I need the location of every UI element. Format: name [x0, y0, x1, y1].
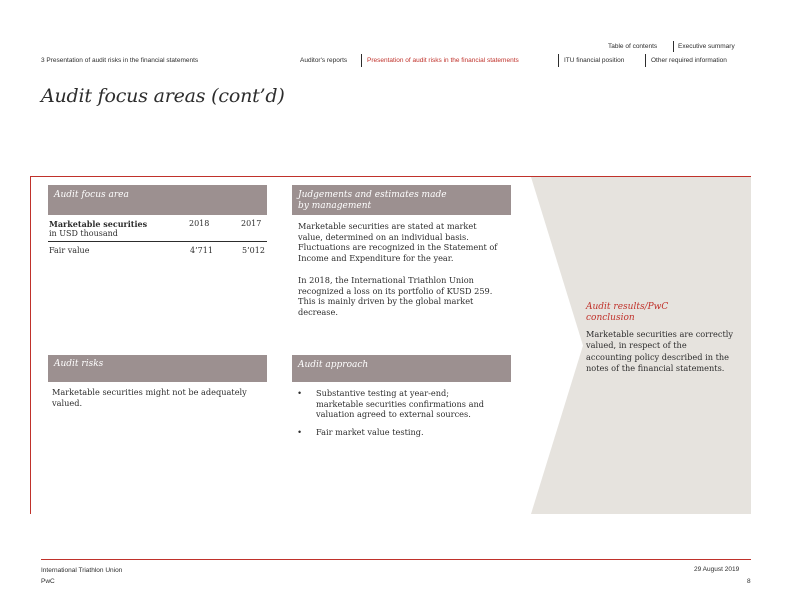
- judgements-paragraph: [298, 275, 513, 317]
- nav-separator: [361, 54, 362, 67]
- text-line: Audit results/PwC: [586, 302, 669, 312]
- page-title: Audit focus areas (cont’d): [41, 85, 285, 107]
- section-label: 3 Presentation of audit risks in the financial statements: [41, 57, 199, 64]
- table-divider: [48, 241, 267, 242]
- nav-other-required-information[interactable]: Other required information: [651, 57, 727, 64]
- chevron-arrow-icon: [531, 177, 587, 514]
- page-number: 8: [747, 578, 751, 585]
- footer-firm: PwC: [41, 578, 55, 585]
- text-line: notes of the financial statements.: [586, 363, 725, 374]
- focus-area-header-text: Audit focus area: [54, 190, 129, 200]
- fair-value-2018: 4’711: [190, 246, 213, 255]
- table-col-2018: 2018: [189, 219, 210, 228]
- fair-value-label: Fair value: [49, 246, 90, 255]
- audit-risks-text: [52, 387, 267, 408]
- text-line: valued.: [52, 397, 83, 408]
- audit-risks-header-text: Audit risks: [54, 359, 104, 369]
- conclusion-title: [586, 302, 668, 324]
- conclusion-text: [586, 329, 746, 375]
- nav-auditors-reports[interactable]: Auditor's reports: [300, 57, 348, 64]
- nav-itu-financial-position[interactable]: ITU financial position: [564, 57, 625, 64]
- text-line: decrease.: [298, 306, 338, 317]
- judgements-header-line: Judgements and estimates made: [298, 190, 447, 200]
- text-line: Income and Expenditure for the year.: [298, 252, 454, 263]
- audit-risks-header: [48, 355, 267, 382]
- text-line: valued, in respect of the: [586, 340, 687, 351]
- judgements-paragraph: [298, 221, 513, 263]
- text-line: Marketable securities are stated at market: [298, 221, 477, 231]
- text-line: recognized a loss on its portfolio of KUSD 259.: [298, 285, 493, 296]
- bullet-icon: •: [298, 427, 302, 437]
- text-line: marketable securities confirmations and: [316, 398, 484, 409]
- footer-org: International Triathlon Union: [41, 567, 123, 574]
- table-row-label: Marketable securities: [49, 219, 148, 229]
- text-line: Marketable securities might not be adequately: [52, 387, 247, 397]
- nav-separator: [645, 54, 646, 67]
- fair-value-2017: 5’012: [242, 246, 265, 255]
- footer-date: 29 August 2019: [694, 566, 740, 573]
- text-line: Fair market value testing.: [316, 427, 424, 437]
- nav-separator: [673, 41, 674, 52]
- audit-approach-header-text: Audit approach: [298, 360, 369, 370]
- footer-divider: [41, 559, 751, 560]
- focus-area-header: [48, 185, 267, 215]
- audit-approach-header: [292, 355, 511, 382]
- bullet-icon: •: [298, 388, 302, 398]
- table-row-unit: in USD thousand: [49, 229, 118, 238]
- judgements-header: [292, 185, 511, 215]
- nav-presentation-active[interactable]: Presentation of audit risks in the financial statements: [367, 57, 519, 64]
- text-line: valuation agreed to external sources.: [316, 409, 471, 420]
- text-line: This is mainly driven by the global market: [298, 296, 474, 307]
- text-line: accounting policy described in the: [586, 351, 730, 362]
- nav-separator: [558, 54, 559, 67]
- judgements-header-line: by management: [298, 201, 372, 211]
- text-line: Substantive testing at year-end;: [316, 388, 450, 398]
- text-line: Fluctuations are recognized in the Statement of: [298, 242, 498, 253]
- nav-table-of-contents[interactable]: Table of contents: [608, 43, 658, 50]
- table-col-2017: 2017: [241, 219, 262, 228]
- text-line: conclusion: [586, 313, 635, 323]
- nav-executive-summary[interactable]: Executive summary: [678, 43, 735, 50]
- text-line: In 2018, the International Triathlon Union: [298, 275, 474, 285]
- text-line: Marketable securities are correctly: [586, 329, 734, 339]
- text-line: value, determined on an individual basis.: [298, 231, 469, 242]
